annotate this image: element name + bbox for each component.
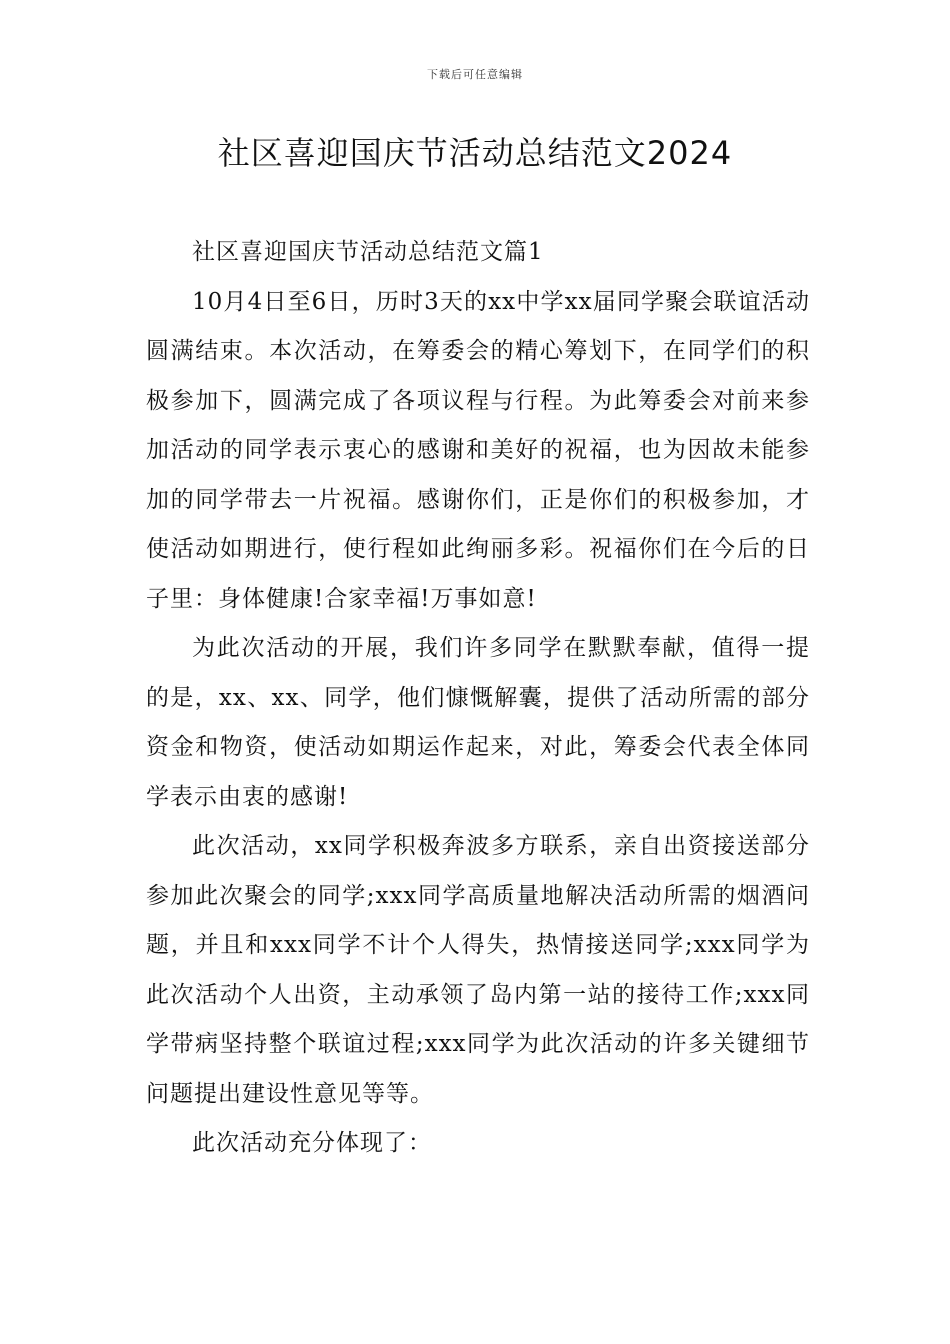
- header-note: 下载后可任意编辑: [427, 68, 523, 81]
- section-heading: 社区喜迎国庆节活动总结范文篇1: [192, 239, 544, 265]
- paragraph: 10月4日至6日，历时3天的xx中学xx届同学聚会联谊活动圆满结束。本次活动，在筹委会的精心筹划下，在同学们的积极参加下，圆满完成了各项议程与行程。为此筹委会对前来参加活动的同学表示衷心的感谢和美好的祝福，也为因故未能参加的同学带去一片祝福。感谢你们，正是你们的积极参加，才使活动如期进行，使行程如此绚丽多彩。祝福你们在今后的日子里：身体健康!合家幸福!万事如意!: [146, 288, 810, 612]
- document-title: 社区喜迎国庆节活动总结范文2024: [217, 134, 733, 172]
- paragraph: 此次活动，xx同学积极奔波多方联系，亲自出资接送部分参加此次聚会的同学;xxx同学高质量地解决活动所需的烟酒问题，并且和xxx同学不计个人得失，热情接送同学;xxx同学为此次活动个人出资，主动承领了岛内第一站的接待工作;xxx同学带病坚持整个联谊过程;xxx同学为此次活动的许多关键细节问题提出建设性意见等等。: [146, 833, 810, 1107]
- paragraph: 此次活动充分体现了：: [192, 1130, 432, 1156]
- document-body: [146, 228, 810, 1169]
- paragraph: 为此次活动的开展，我们许多同学在默默奉献，值得一提的是，xx、xx、同学，他们慷慨解囊，提供了活动所需的部分资金和物资，使活动如期运作起来，对此，筹委会代表全体同学表示由衷的感谢!: [146, 635, 810, 810]
